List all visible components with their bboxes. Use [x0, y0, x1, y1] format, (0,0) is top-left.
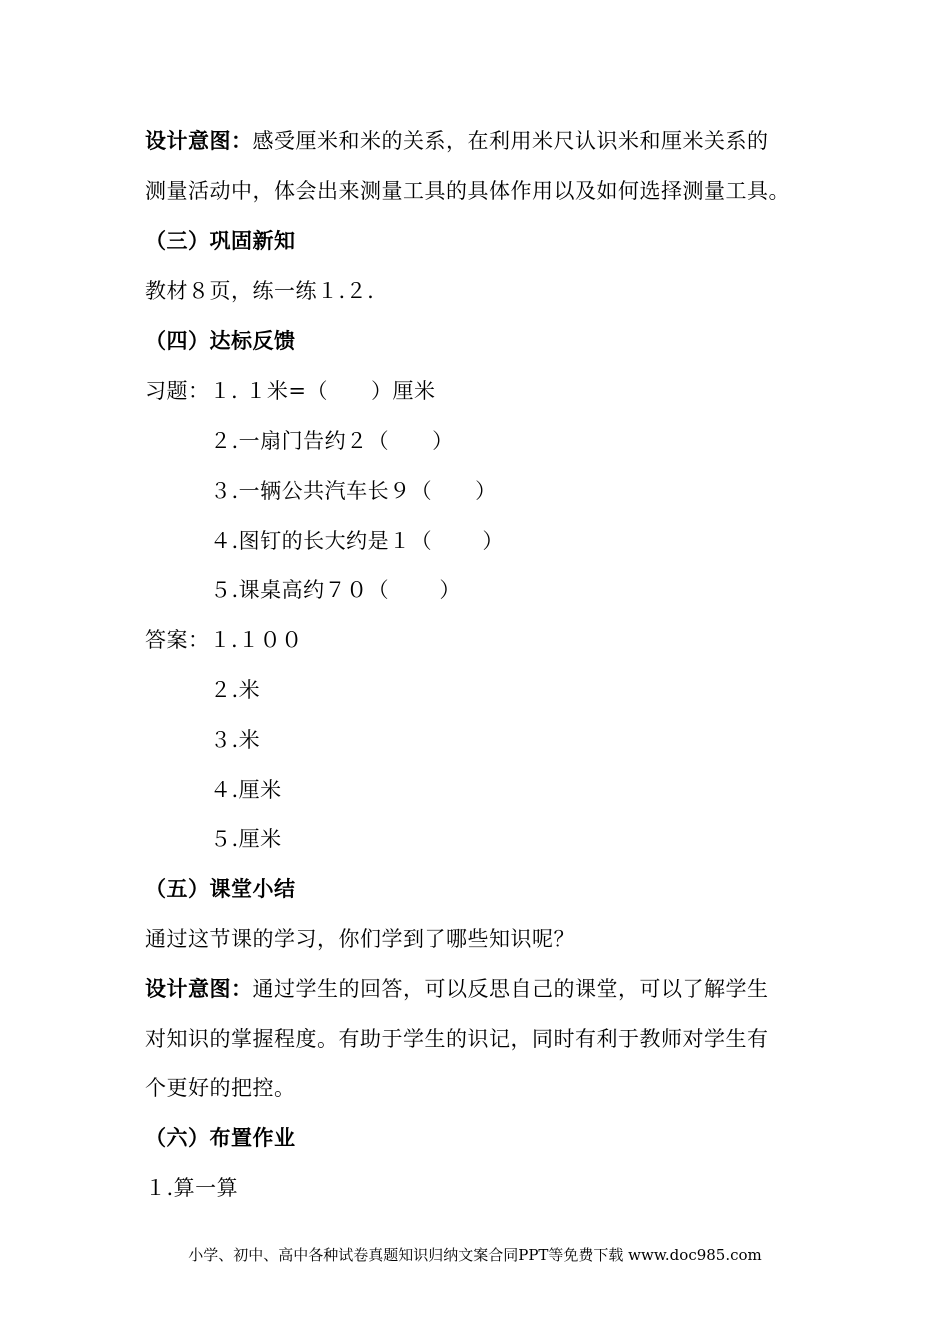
page-footer: 小学、初中、高中各种试卷真题知识归纳文案合同PPT等免费下载 www.doc985.com: [188, 1246, 762, 1264]
design-intent-2-line-3: 个更好的把控。: [145, 1076, 296, 1100]
design-intent-1-line-1: [145, 126, 769, 156]
design-intent-2-line-2: 对知识的掌握程度。有助于学生的识记，同时有利于教师对学生有: [145, 1027, 769, 1051]
design-intent-label: 设计意图：: [145, 129, 253, 153]
design-intent-2-line-1: [145, 974, 769, 1004]
exercise-4: ４.图钉的长大约是１（ ）: [210, 529, 504, 553]
exercises-label: 习题：: [145, 379, 210, 403]
answer-5: ５.厘米: [210, 827, 282, 851]
section-5-text: 通过这节课的学习，你们学到了哪些知识呢？: [145, 927, 575, 951]
answers-label: 答案：: [145, 628, 210, 652]
answer-1: [145, 625, 303, 655]
design-intent-text: 感受厘米和米的关系，在利用米尺认识米和厘米关系的: [252, 129, 769, 153]
section-3-heading: （三）巩固新知: [145, 229, 296, 253]
exercise-3: ３.一辆公共汽车长９（ ）: [210, 479, 497, 503]
section-6-heading: （六）布置作业: [145, 1126, 296, 1150]
design-intent-label: 设计意图：: [145, 977, 253, 1001]
answer-text: １.１００: [209, 628, 303, 652]
section-4-heading: （四）达标反馈: [145, 329, 296, 353]
exercise-2: ２.一扇门告约２（ ）: [210, 429, 454, 453]
exercise-text: １. １米=（ ）厘米: [209, 379, 436, 403]
section-3-text: 教材８页，练一练１.２.: [145, 279, 375, 303]
design-intent-text: 通过学生的回答，可以反思自己的课堂，可以了解学生: [252, 977, 769, 1001]
exercise-1: [145, 376, 435, 406]
section-5-heading: （五）课堂小结: [145, 877, 296, 901]
design-intent-1-line-2: 测量活动中，体会出来测量工具的具体作用以及如何选择测量工具。: [145, 179, 790, 203]
exercise-5: ５.课桌高约７０（ ）: [210, 578, 461, 602]
answer-4: ４.厘米: [210, 778, 282, 802]
answer-3: ３.米: [210, 728, 261, 752]
section-6-text: １.算一算: [145, 1176, 239, 1200]
answer-2: ２.米: [210, 678, 261, 702]
